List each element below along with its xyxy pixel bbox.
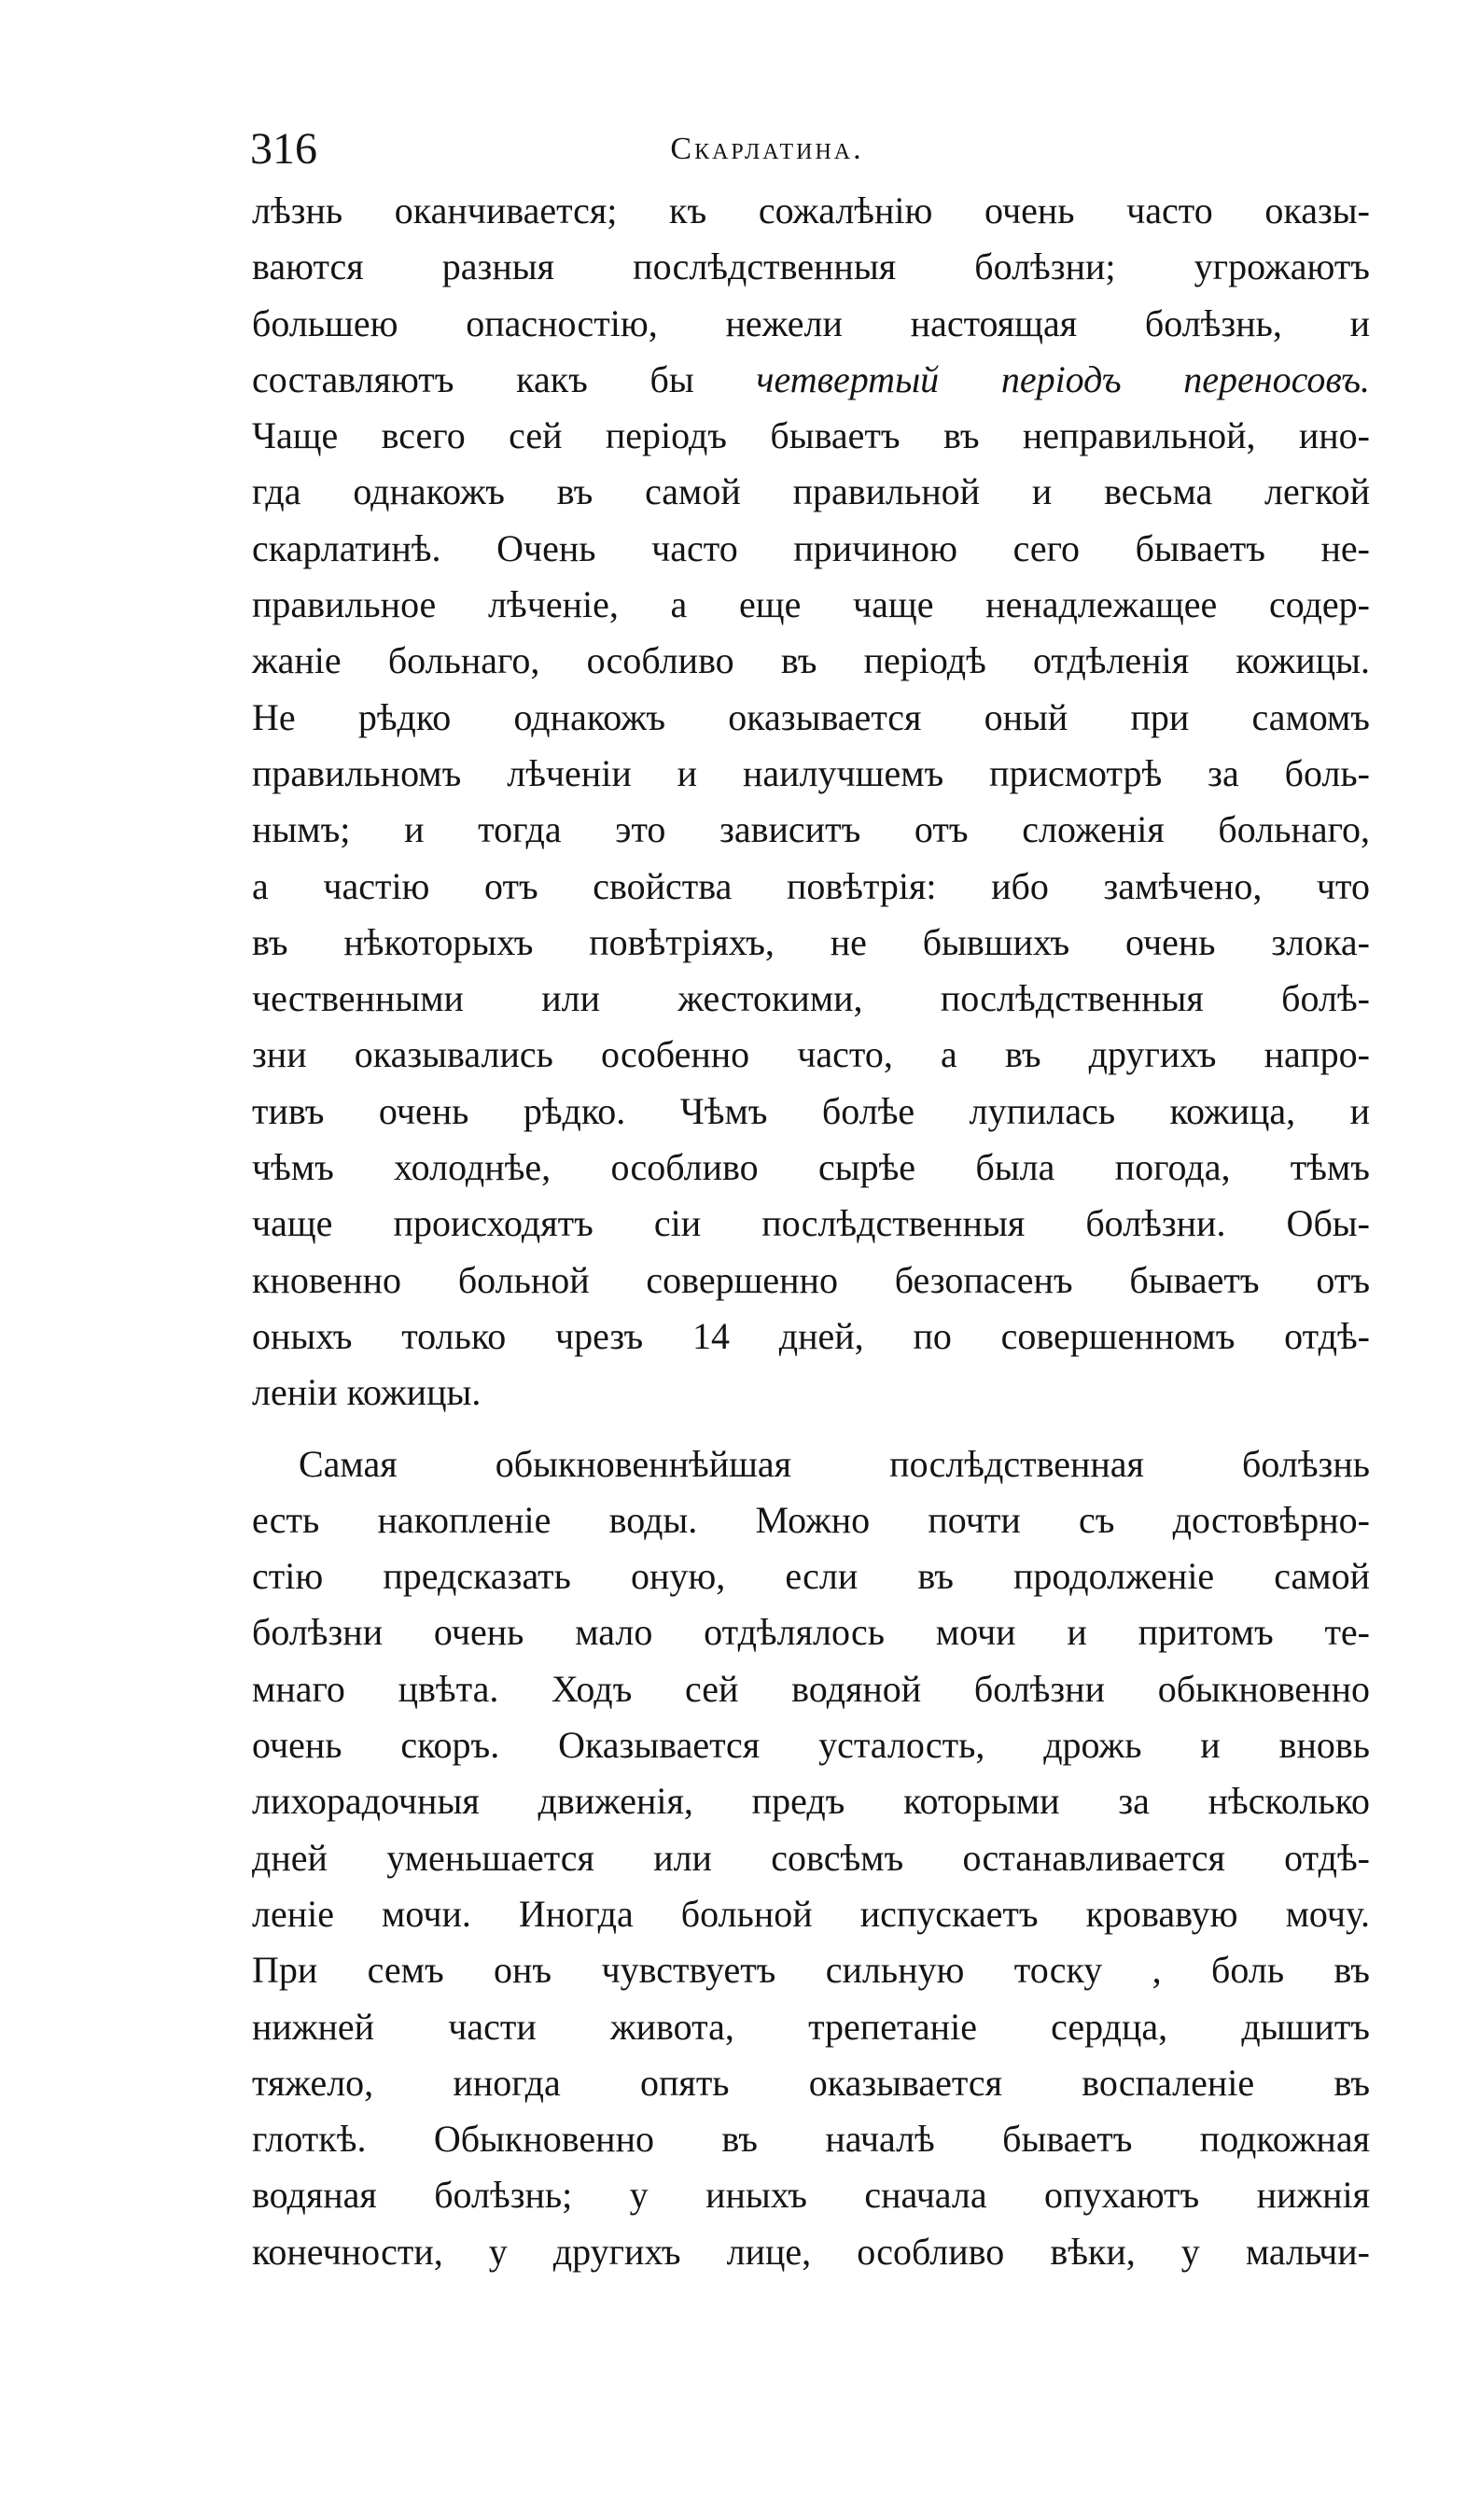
text-line: правильномъ лѣченіи и наилучшемъ присмотрѣ за боль- [252,751,1370,794]
text-line: зни оказывались особенно часто, а въ другихъ напро- [252,1033,1370,1076]
text-line: При семъ онъ чувствуетъ сильную тоску , боль въ [252,1949,1370,1992]
text-line: а частію отъ свойства повѣтрія: ибо замѣчено, что [252,864,1370,907]
text-run: составляютъ какъ бы [252,357,757,400]
text-line: чаще происходятъ сіи послѣдственныя болѣзни. Обы- [252,1202,1370,1245]
text-line: леніе мочи. Иногда больной испускаетъ кровавую мочу. [252,1892,1370,1935]
page-number: 316 [250,124,317,174]
text-line: оныхъ только чрезъ 14 дней, по совершенномъ отдѣ- [252,1314,1370,1357]
text-line: Самая обыкновеннѣйшая послѣдственная болѣзнь [299,1442,1370,1485]
running-title: Скарлатина. [670,132,864,166]
text-line: Чаще всего сей періодъ бываетъ въ неправильной, ино- [252,414,1370,457]
emphasized-term: четвертый періодъ переносовъ. [756,357,1370,400]
text-line: лихорадочныя движенія, предъ которыми за нѣсколько [252,1780,1370,1823]
text-line: кновенно больной совершенно безопасенъ бываетъ отъ [252,1258,1370,1301]
text-line: Не рѣдко однакожъ оказывается оный при самомъ [252,695,1370,738]
text-line: правильное лѣченіе, а еще чаще ненадлежащее содер- [252,583,1370,626]
text-line: лѣзнь оканчивается; къ сожалѣнію очень часто оказы- [252,189,1370,231]
text-line: тивъ очень рѣдко. Чѣмъ болѣе лупилась кожица, и [252,1089,1370,1132]
text-line: скарлатинѣ. Очень часто причиною сего бываетъ не- [252,526,1370,569]
text-line: ваются разныя послѣдственныя болѣзни; угрожаютъ [252,245,1370,288]
text-line: въ нѣкоторыхъ повѣтріяхъ, не бывшихъ очень злока- [252,920,1370,963]
text-line: дней уменьшается или совсѣмъ останавливается отдѣ- [252,1836,1370,1879]
paragraph [252,1436,1370,2280]
text-line: нижней части живота, трепетаніе сердца, дышитъ [252,2005,1370,2048]
text-line: чѣмъ холоднѣе, особливо сырѣе была погода, тѣмъ [252,1146,1370,1189]
text-line: гда однакожъ въ самой правильной и весьма легкой [252,470,1370,513]
text-line: болѣзни очень мало отдѣлялось мочи и притомъ те- [252,1611,1370,1654]
text-line: стію предсказать оную, если въ продолженіе самой [252,1555,1370,1598]
body-text [252,183,1370,2280]
text-line: мнаго цвѣта. Ходъ сей водяной болѣзни обыкновенно [252,1667,1370,1710]
text-line: тяжело, иногда опять оказывается воспаленіе въ [252,2061,1370,2104]
text-line: глоткѣ. Обыкновенно въ началѣ бываетъ подкожная [252,2118,1370,2161]
paragraph-gap [252,1421,1370,1436]
text-line: большею опасностію, нежели настоящая болѣзнь, и [252,301,1370,344]
text-line: есть накопленіе воды. Можно почти съ достовѣрно- [252,1498,1370,1541]
page-header [250,119,1284,179]
text-line: водяная болѣзнь; у иныхъ сначала опухаютъ нижнія [252,2174,1370,2217]
text-line: чественными или жестокими, послѣдственныя болѣ- [252,977,1370,1020]
text-line: жаніе больнаго, особливо въ періодѣ отдѣленія кожицы. [252,639,1370,682]
paragraph [252,183,1370,1421]
text-line [252,352,1370,408]
text-line: леніи кожицы. [252,1371,482,1414]
text-line: нымъ; и тогда это зависитъ отъ сложенія больнаго, [252,808,1370,851]
text-line: конечности, у другихъ лице, особливо вѣки, у мальчи- [252,2230,1370,2273]
text-line: очень скоръ. Оказывается усталость, дрожь и вновь [252,1724,1370,1767]
